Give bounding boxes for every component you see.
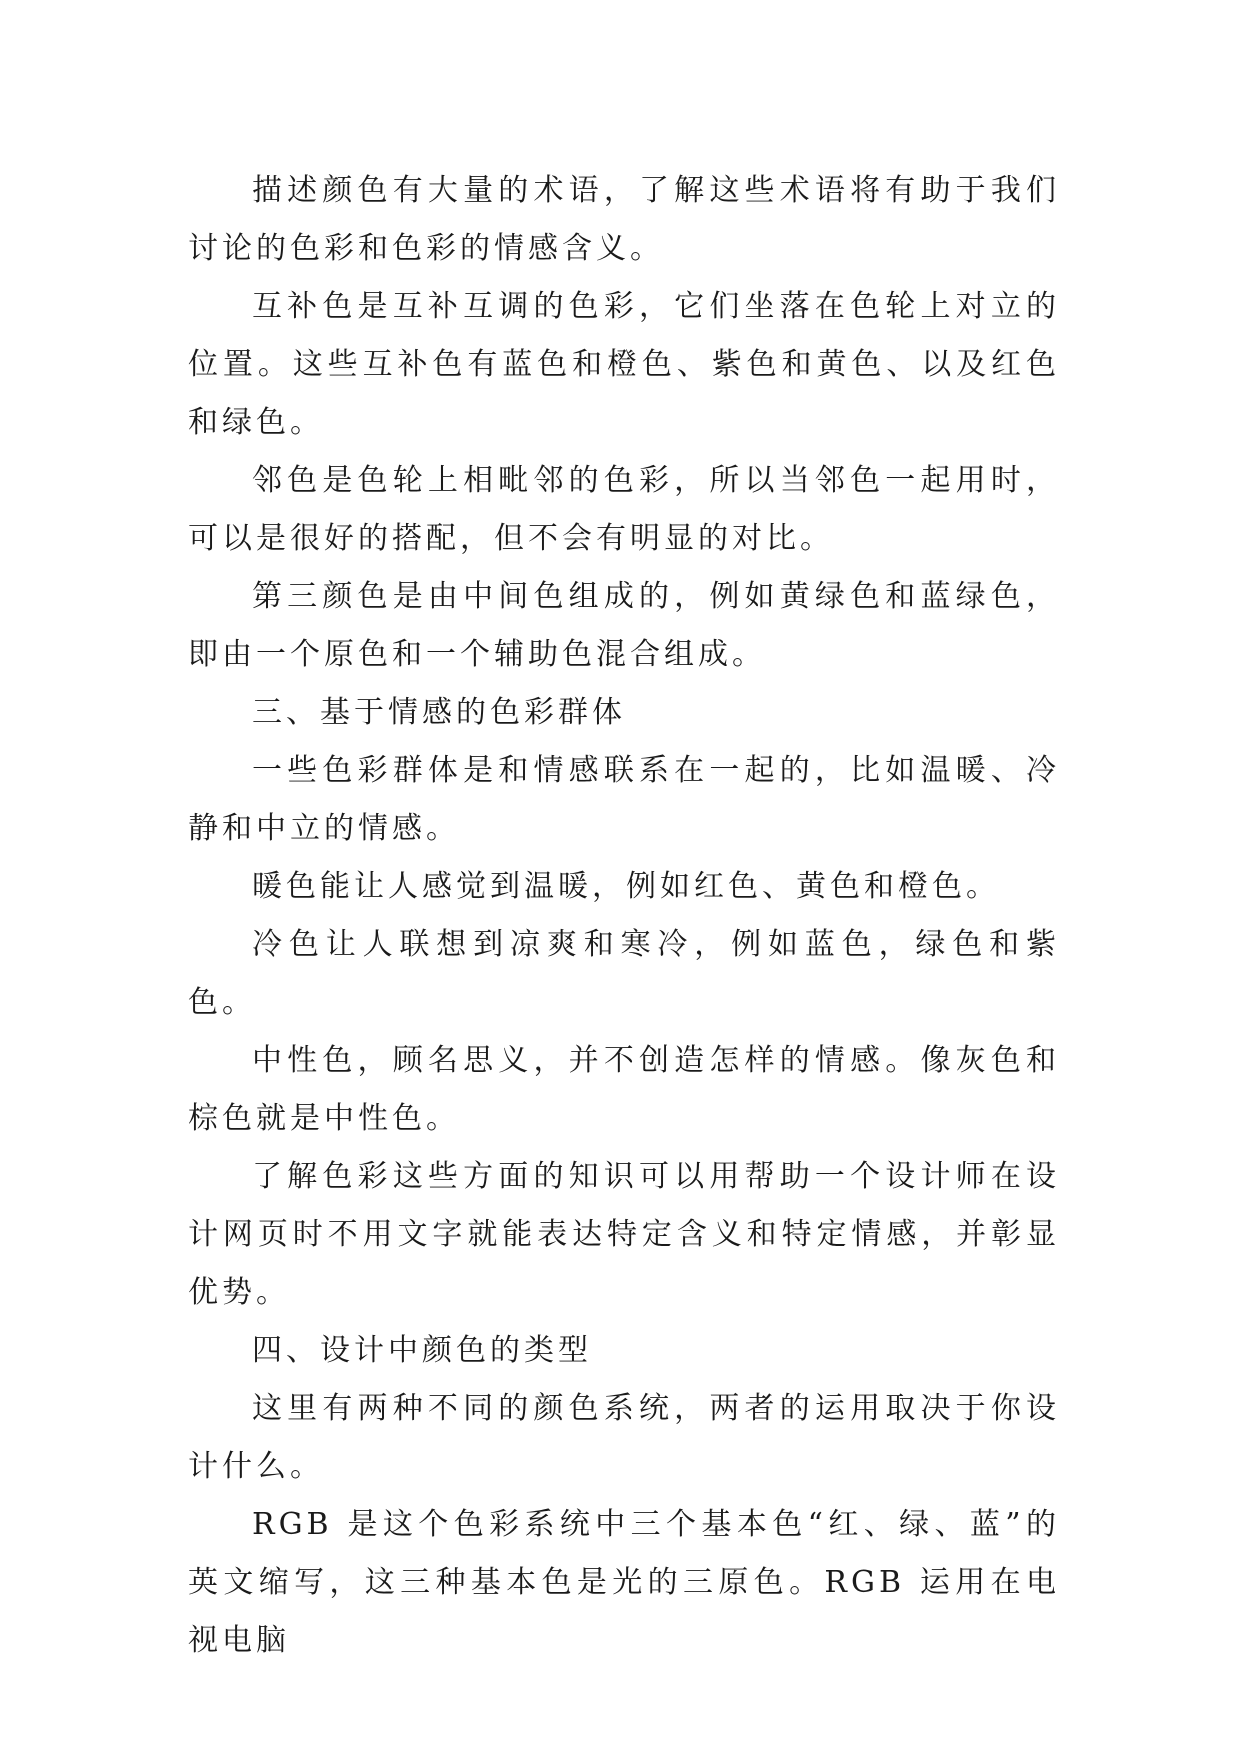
document-body bbox=[188, 162, 1060, 1670]
paragraph-complementary-colors: 互补色是互补互调的色彩，它们坐落在色轮上对立的位置。这些互补色有蓝色和橙色、紫色和黄色、以及红色和绿色。 bbox=[188, 289, 1060, 440]
section-heading-emotion-groups: 三、基于情感的色彩群体 bbox=[252, 695, 626, 730]
paragraph-warm-colors: 暖色能让人感觉到温暖，例如红色、黄色和橙色。 bbox=[252, 869, 1000, 904]
paragraph-terminology-intro: 描述颜色有大量的术语，了解这些术语将有助于我们讨论的色彩和色彩的情感含义。 bbox=[188, 173, 1060, 266]
paragraph-tertiary-colors: 第三颜色是由中间色组成的，例如黄绿色和蓝绿色，即由一个原色和一个辅助色混合组成。 bbox=[188, 579, 1060, 672]
paragraph-design-knowledge: 了解色彩这些方面的知识可以用帮助一个设计师在设计网页时不用文字就能表达特定含义和特定情感，并彰显优势。 bbox=[188, 1159, 1060, 1310]
paragraph-rgb: RGB 是这个色彩系统中三个基本色“红、绿、蓝”的英文缩写，这三种基本色是光的三原色。RGB 运用在电视电脑 bbox=[188, 1507, 1060, 1658]
paragraph-neutral-colors: 中性色，顾名思义，并不创造怎样的情感。像灰色和棕色就是中性色。 bbox=[188, 1043, 1060, 1136]
section-heading-color-types: 四、设计中颜色的类型 bbox=[252, 1333, 592, 1368]
paragraph-cool-colors: 冷色让人联想到凉爽和寒冷，例如蓝色，绿色和紫色。 bbox=[188, 927, 1060, 1020]
paragraph-emotion-groups: 一些色彩群体是和情感联系在一起的，比如温暖、冷静和中立的情感。 bbox=[188, 753, 1060, 846]
paragraph-analogous-colors: 邻色是色轮上相毗邻的色彩，所以当邻色一起用时，可以是很好的搭配，但不会有明显的对比。 bbox=[188, 463, 1060, 556]
paragraph-color-systems: 这里有两种不同的颜色系统，两者的运用取决于你设计什么。 bbox=[188, 1391, 1060, 1484]
